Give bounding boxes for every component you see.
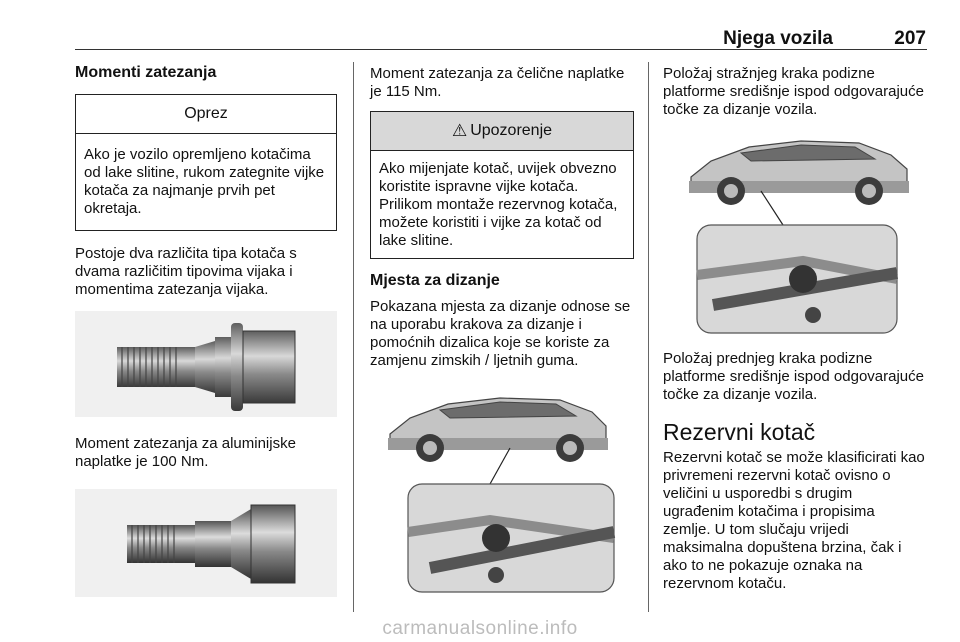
paragraph: Moment zatezanja za čelične naplatke je 115 Nm. [370,65,625,100]
paragraph: Moment zatezanja za aluminijske naplatke je 100 Nm. [75,435,296,470]
warning-header [371,112,633,151]
heading-torque: Momenti zatezanja [75,64,217,81]
car-side-icon [370,382,634,594]
column-1 [75,64,337,597]
warning-text: Ako mijenjate kotač, uvijek obvezno koristite ispravne vijke kotača. Prilikom montaže rezervnog kotača, možete koristiti i vijke za kotač od lake slitine. [379,160,618,249]
warning-title: Upozorenje [470,122,553,139]
caution-text: Ako je vozilo opremljeno kotačima od lake slitine, rukom zategnite vijke kotača za najmanje prvih pet okretaja. [84,146,325,217]
wheel-bolt-icon [75,311,337,417]
alloy-wheel-bolt-image [75,489,337,597]
column-3 [663,65,925,593]
heading-spare-wheel: Rezervni kotač [663,419,816,445]
warning-box [370,111,634,259]
wheel-bolt-icon [75,489,337,597]
paragraph: Postoje dva različita tipa kotača s dvama različitim tipovima vijaka i momentima zatezanja vijaka. [75,245,297,298]
paragraph: Položaj stražnjeg kraka podizne platforme središnje ispod odgovarajuće točke za dizanje vozila. [663,65,924,118]
column-2 [370,65,634,594]
warning-triangle-icon: ⚠ [451,121,468,140]
rear-lifting-point-image [370,382,634,594]
car-side-icon [663,129,925,339]
steel-wheel-bolt-image [75,311,337,417]
section-title: Njega vozila [723,28,833,49]
front-lifting-point-image [663,129,925,339]
watermark: carmanualsonline.info [382,618,578,639]
paragraph: Položaj prednjeg kraka podizne platforme središnje ispod odgovarajuće točke za dizanje vozila. [663,350,924,403]
column-divider [353,62,354,612]
heading-lifting-points: Mjesta za dizanje [370,272,500,289]
page-number: 207 [894,28,926,49]
column-divider [648,62,649,612]
header-rule [75,49,927,50]
paragraph: Rezervni kotač se može klasificirati kao privremeni rezervni kotač ovisno o veličini u usporedbi s drugim ugrađenim kotačima i propisima zemlje. U tom slučaju vrijedi maksimalna dopuštena brzina, čak i ako to ne pokazuje oznaka na rezervnom kotaču. [663,449,925,592]
caution-box [75,94,337,231]
caution-title: Oprez [76,95,336,134]
paragraph: Pokazana mjesta za dizanje odnose se na uporabu krakova za dizanje i pomoćnih dizalica koje se koriste za zamjenu zimskih / ljetnih guma. [370,298,631,369]
